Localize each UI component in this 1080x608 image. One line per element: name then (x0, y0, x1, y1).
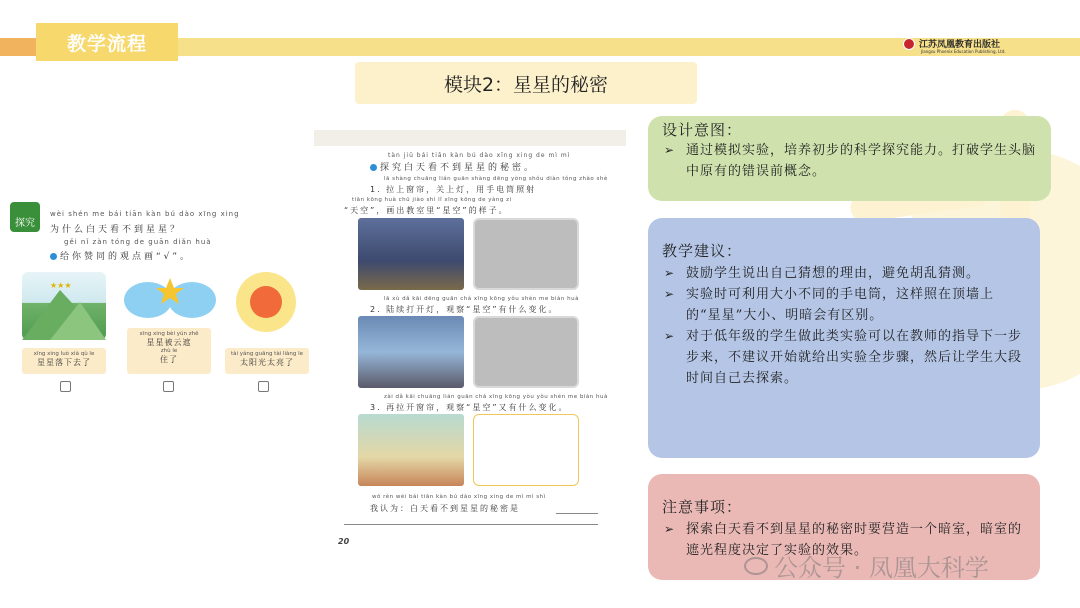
conclusion-text: 我认为：白天看不到星星的秘密是 (370, 504, 520, 513)
advice-item (662, 284, 1026, 326)
cloud-icon (122, 274, 218, 324)
conclusion-pinyin: wǒ rèn wéi bái tiān kàn bú dào xīng xing de mì mì shì (372, 494, 546, 500)
watermark (744, 548, 989, 583)
step-2-text: 2. 陆续打开灯，观察“星空”有什么变化。 (370, 305, 559, 314)
arrow-bullet-icon: ➢ (664, 329, 676, 343)
notice-title: 注意事项： (662, 498, 743, 516)
step-1b-text: “天空”，画出教室里“星空”的样子。 (344, 206, 509, 215)
tanjiu-badge: 探究 (10, 202, 40, 232)
step-1b-pinyin: tiān kōng huà chū jiào shì lǐ xīng kōng de yàng zi (352, 197, 512, 203)
header-accent (0, 38, 36, 56)
bullet-dot-icon (50, 253, 57, 260)
page-top-shade (314, 130, 626, 146)
cloud-picture (122, 274, 206, 324)
option-2-text-2: 住了 (160, 355, 178, 364)
mid-title-text: 探究白天看不到星星的秘密。 (380, 163, 537, 173)
wechat-icon (744, 557, 768, 575)
bullet-dot-icon (370, 164, 377, 171)
dark-classroom-photo (358, 218, 464, 290)
arrow-bullet-icon: ➢ (664, 287, 676, 301)
step-1-pinyin: lā shàng chuāng lián guān shàng dēng yòng shǒu diàn tǒng zhào shè (384, 176, 608, 182)
option-card-3 (225, 348, 309, 374)
design-title: 设计意图： (662, 121, 743, 139)
svg-text:★★★: ★★★ (50, 281, 72, 290)
mid-title (370, 160, 536, 173)
watermark-text: 公众号 · 凤凰大科学 (774, 554, 989, 582)
mid-title-pinyin: tàn jiū bái tiān kàn bú dào xīng xing de mì mì (388, 152, 571, 159)
open-curtain-classroom-photo (358, 414, 464, 486)
hint-line (50, 249, 192, 262)
option-card-2 (127, 328, 211, 374)
option-3-text: 太阳光太亮了 (240, 358, 294, 367)
publisher-name-en: Jiangsu Phoenix Education Publishing, Ltd. (921, 49, 1006, 54)
option-2-text-1: 星星被云遮 (146, 338, 192, 347)
answer-line (344, 524, 598, 525)
sun-icon (228, 272, 312, 336)
arrow-bullet-icon: ➢ (664, 143, 676, 157)
module-title: 模块2：星星的秘密 (355, 62, 697, 104)
advice-item-text: 实验时可利用大小不同的手电筒，这样照在顶墙上的“星星”大小、明暗会有区别。 (686, 287, 995, 323)
design-intention-box (648, 116, 1051, 201)
question-text: 为什么白天看不到星星？ (50, 225, 183, 235)
publisher-logo-icon (903, 38, 915, 50)
textbook-left-page (10, 202, 315, 402)
option-2-checkbox[interactable] (163, 381, 174, 392)
step-1-text: 1. 拉上窗帘，关上灯，用手电筒照射 (370, 185, 537, 194)
option-1-checkbox[interactable] (60, 381, 71, 392)
advice-item (662, 326, 1026, 389)
advice-item-text: 对于低年级的学生做此类实验可以在教师的指导下一步步来，不建议开始就给出实验全步骤，然后让学生大段时间自己去探索。 (686, 329, 1023, 386)
sun-picture (228, 272, 312, 336)
section-title: 教学流程 (36, 23, 178, 61)
drawing-box-3 (473, 414, 579, 486)
notice-item-text: 探索白天看不到星星的秘密时要营造一个暗室，暗室的遮光程度决定了实验的效果。 (686, 522, 1023, 558)
page-number: 20 (338, 537, 350, 546)
advice-item-text: 鼓励学生说出自己猜想的理由，避免胡乱猜测。 (686, 266, 981, 281)
advice-title: 教学建议： (662, 242, 743, 260)
option-3-checkbox[interactable] (258, 381, 269, 392)
option-1-text: 星星落下去了 (37, 358, 91, 367)
advice-item (662, 263, 1026, 284)
hint-pinyin: gěi nǐ zàn tóng de guān diǎn huà (64, 238, 212, 246)
option-2-pinyin-1: xīng xing bèi yún zhē (139, 331, 199, 337)
design-item (662, 140, 1037, 182)
design-item-text: 通过模拟实验，培养初步的科学探究能力。打破学生头脑中原有的错误前概念。 (686, 143, 1037, 179)
step-2-pinyin: lā xù dǎ kāi dēng guān chá xīng kōng yǒu shén me biàn huà (384, 296, 579, 302)
option-card-1 (22, 348, 106, 374)
option-1-pinyin: xīng xing luò xià qù le (33, 351, 95, 357)
step-3-pinyin: zài dǎ kāi chuāng lián guān chá xīng kōng yòu yǒu shén me biàn huà (384, 394, 608, 400)
arrow-bullet-icon: ➢ (664, 522, 676, 536)
arrow-bullet-icon: ➢ (664, 266, 676, 280)
drawing-box-1 (473, 218, 579, 290)
mountain-icon (22, 272, 106, 340)
design-list (662, 140, 1037, 182)
answer-line (556, 513, 598, 514)
question-pinyin: wèi shén me bái tiān kàn bú dào xīng xing (50, 210, 240, 218)
publisher-logo (903, 37, 1006, 54)
drawing-box-2 (473, 316, 579, 388)
publisher-name: 江苏凤凰教育出版社 (919, 40, 1001, 50)
hint-text: 给你赞同的观点画“√”。 (60, 252, 193, 262)
option-2-pinyin-2: zhù le (160, 348, 178, 354)
teaching-advice-box (648, 218, 1040, 458)
light-classroom-photo (358, 316, 464, 388)
step-3-text: 3. 再拉开窗帘，观察“星空”又有什么变化。 (370, 403, 569, 412)
mountain-picture (22, 272, 106, 340)
advice-list (662, 263, 1026, 389)
option-3-pinyin: tài yáng guāng tài liàng le (230, 351, 304, 357)
